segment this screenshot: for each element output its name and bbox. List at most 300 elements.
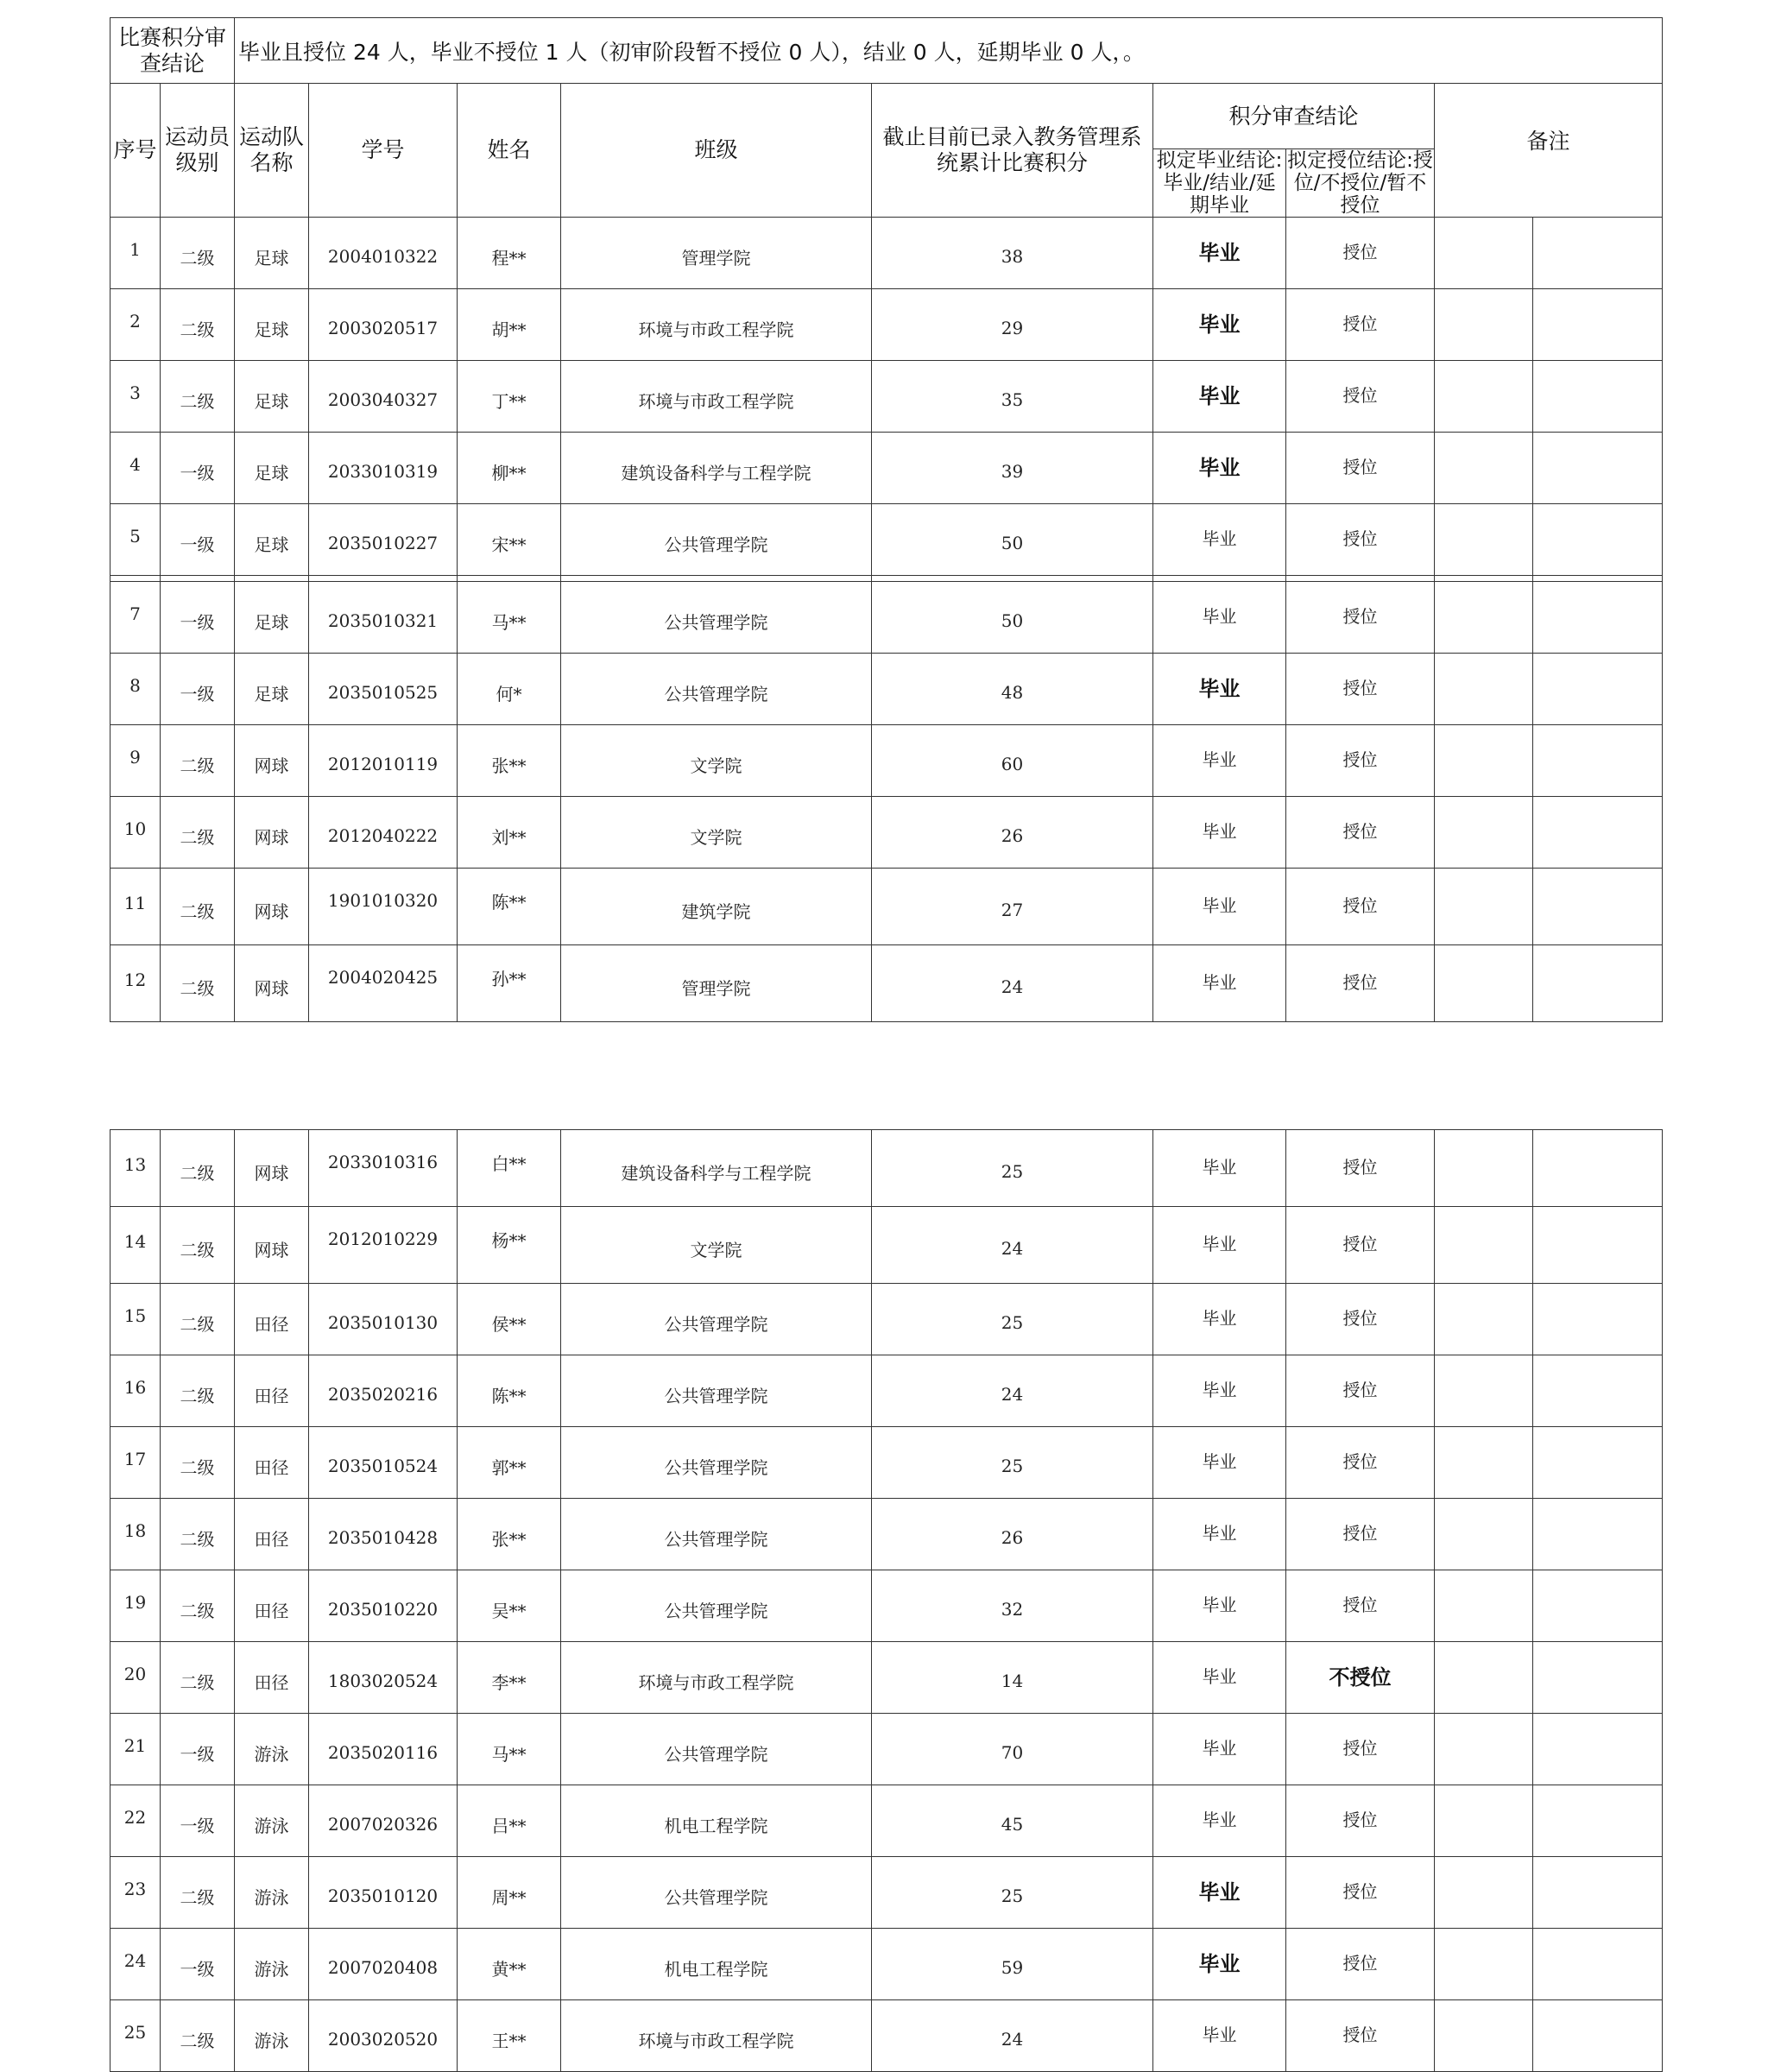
cell-graduation: 毕业 (1153, 945, 1286, 1022)
cell-seq: 8 (110, 654, 161, 725)
cell-points: 25 (872, 1284, 1153, 1355)
table-row (110, 361, 1663, 433)
cell-points: 27 (872, 869, 1153, 945)
cell-student-id: 2035010220 (309, 1570, 458, 1642)
cell-student-id: 2012010229 (309, 1207, 458, 1284)
cell-name: 柳** (458, 433, 561, 504)
cell-class: 公共管理学院 (561, 1857, 872, 1929)
cell-remarks-extra (1533, 945, 1663, 1022)
cell-level: 一级 (161, 1714, 235, 1785)
cell-degree: 授位 (1286, 1714, 1435, 1785)
cell-remarks-extra (1533, 1714, 1663, 1785)
cell-level: 二级 (161, 289, 235, 361)
cell-remarks-extra (1533, 218, 1663, 289)
cell-degree: 授位 (1286, 1284, 1435, 1355)
cell-team: 网球 (235, 869, 309, 945)
cell-student-id: 2012010119 (309, 725, 458, 797)
cell-degree: 授位 (1286, 945, 1435, 1022)
cell-student-id: 2012040222 (309, 797, 458, 869)
table-row (110, 1130, 1663, 1207)
cell-name: 孙** (458, 945, 561, 1022)
cell-graduation: 毕业 (1153, 433, 1286, 504)
cell-points: 26 (872, 1499, 1153, 1570)
cell-graduation: 毕业 (1153, 1207, 1286, 1284)
cell-name: 吕** (458, 1785, 561, 1857)
cell-student-id: 2003020520 (309, 2000, 458, 2072)
cell-name: 程** (458, 218, 561, 289)
cell-seq: 25 (110, 2000, 161, 2072)
cell-seq: 14 (110, 1207, 161, 1284)
cell-degree: 授位 (1286, 797, 1435, 869)
cell-remarks-extra (1533, 869, 1663, 945)
table-row (110, 654, 1663, 725)
table-row (110, 725, 1663, 797)
table-page-2 (110, 1129, 1662, 2072)
cell-class: 公共管理学院 (561, 1284, 872, 1355)
cell-degree: 授位 (1286, 1499, 1435, 1570)
header-seq: 序号 (110, 84, 161, 218)
cell-remarks-extra (1533, 1284, 1663, 1355)
cell-name: 何* (458, 654, 561, 725)
cell-graduation: 毕业 (1153, 218, 1286, 289)
cell-class: 文学院 (561, 797, 872, 869)
cell-remarks-extra (1533, 654, 1663, 725)
cell-graduation: 毕业 (1153, 1570, 1286, 1642)
table-body-page-2 (110, 1130, 1663, 2072)
cell-name: 侯** (458, 1284, 561, 1355)
table-row (110, 797, 1663, 869)
cell-name: 张** (458, 1499, 561, 1570)
cell-points: 45 (872, 1785, 1153, 1857)
cell-remarks (1435, 504, 1533, 576)
table-row (110, 218, 1663, 289)
cell-remarks-extra (1533, 582, 1663, 654)
cell-name: 吴** (458, 1570, 561, 1642)
cell-name: 王** (458, 2000, 561, 2072)
table-row (110, 1207, 1663, 1284)
cell-seq: 4 (110, 433, 161, 504)
cell-degree: 授位 (1286, 869, 1435, 945)
cell-remarks-extra (1533, 1427, 1663, 1499)
header-graduation: 拟定毕业结论:毕业/结业/延期毕业 (1153, 149, 1286, 218)
cell-student-id: 2033010319 (309, 433, 458, 504)
cell-student-id: 2035010321 (309, 582, 458, 654)
cell-class: 公共管理学院 (561, 1714, 872, 1785)
cell-graduation: 毕业 (1153, 504, 1286, 576)
cell-points: 38 (872, 218, 1153, 289)
cell-name: 宋** (458, 504, 561, 576)
cell-class: 环境与市政工程学院 (561, 1642, 872, 1714)
cell-team: 田径 (235, 1642, 309, 1714)
cell-degree: 授位 (1286, 582, 1435, 654)
cell-remarks-extra (1533, 1785, 1663, 1857)
cell-remarks-extra (1533, 797, 1663, 869)
cell-points: 60 (872, 725, 1153, 797)
table-page-1 (110, 17, 1662, 1022)
cell-remarks (1435, 1499, 1533, 1570)
table-row (110, 1499, 1663, 1570)
cell-graduation: 毕业 (1153, 1284, 1286, 1355)
cell-level: 二级 (161, 1642, 235, 1714)
cell-team: 田径 (235, 1499, 309, 1570)
table-row (110, 1714, 1663, 1785)
cell-student-id: 2035010525 (309, 654, 458, 725)
cell-remarks-extra (1533, 1929, 1663, 2000)
cell-student-id: 2035020216 (309, 1355, 458, 1427)
table-row (110, 433, 1663, 504)
cell-degree: 授位 (1286, 1207, 1435, 1284)
cell-class: 环境与市政工程学院 (561, 289, 872, 361)
cell-degree: 授位 (1286, 433, 1435, 504)
header-points: 截止目前已录入教务管理系统累计比赛积分 (872, 84, 1153, 218)
cell-name: 马** (458, 582, 561, 654)
cell-remarks (1435, 1785, 1533, 1857)
cell-student-id: 2035020116 (309, 1714, 458, 1785)
cell-seq: 1 (110, 218, 161, 289)
cell-team: 游泳 (235, 1857, 309, 1929)
cell-team: 足球 (235, 218, 309, 289)
cell-graduation: 毕业 (1153, 797, 1286, 869)
cell-points: 50 (872, 504, 1153, 576)
cell-graduation: 毕业 (1153, 725, 1286, 797)
cell-seq: 10 (110, 797, 161, 869)
cell-team: 游泳 (235, 1714, 309, 1785)
cell-remarks-extra (1533, 725, 1663, 797)
cell-remarks-extra (1533, 433, 1663, 504)
cell-degree: 授位 (1286, 361, 1435, 433)
cell-remarks (1435, 945, 1533, 1022)
cell-level: 二级 (161, 1499, 235, 1570)
header-name: 姓名 (458, 84, 561, 218)
cell-class: 公共管理学院 (561, 1499, 872, 1570)
cell-name: 杨** (458, 1207, 561, 1284)
cell-remarks (1435, 1207, 1533, 1284)
cell-points: 48 (872, 654, 1153, 725)
cell-name: 张** (458, 725, 561, 797)
cell-seq: 22 (110, 1785, 161, 1857)
cell-seq: 17 (110, 1427, 161, 1499)
cell-level: 一级 (161, 433, 235, 504)
cell-team: 田径 (235, 1355, 309, 1427)
cell-class: 公共管理学院 (561, 582, 872, 654)
cell-class: 公共管理学院 (561, 504, 872, 576)
cell-student-id: 2004010322 (309, 218, 458, 289)
cell-graduation: 毕业 (1153, 289, 1286, 361)
cell-remarks (1435, 433, 1533, 504)
cell-class: 机电工程学院 (561, 1929, 872, 2000)
table-row (110, 1284, 1663, 1355)
cell-remarks (1435, 1570, 1533, 1642)
cell-student-id: 2004020425 (309, 945, 458, 1022)
cell-graduation: 毕业 (1153, 582, 1286, 654)
cell-points: 35 (872, 361, 1153, 433)
cell-level: 二级 (161, 1284, 235, 1355)
cell-degree: 授位 (1286, 725, 1435, 797)
cell-level: 二级 (161, 725, 235, 797)
cell-remarks (1435, 1284, 1533, 1355)
cell-degree: 授位 (1286, 289, 1435, 361)
cell-remarks (1435, 654, 1533, 725)
cell-graduation: 毕业 (1153, 1499, 1286, 1570)
cell-seq: 12 (110, 945, 161, 1022)
cell-seq: 11 (110, 869, 161, 945)
cell-remarks (1435, 797, 1533, 869)
cell-seq: 19 (110, 1570, 161, 1642)
cell-student-id: 2003020517 (309, 289, 458, 361)
cell-class: 文学院 (561, 725, 872, 797)
cell-student-id: 2035010227 (309, 504, 458, 576)
cell-remarks (1435, 1714, 1533, 1785)
table-row (110, 504, 1663, 576)
table-row (110, 1427, 1663, 1499)
cell-name: 胡** (458, 289, 561, 361)
cell-class: 机电工程学院 (561, 1785, 872, 1857)
table-body-page-1 (110, 218, 1663, 1022)
cell-level: 一级 (161, 654, 235, 725)
cell-degree: 不授位 (1286, 1642, 1435, 1714)
cell-class: 建筑学院 (561, 869, 872, 945)
cell-remarks (1435, 2000, 1533, 2072)
cell-points: 32 (872, 1570, 1153, 1642)
cell-level: 二级 (161, 869, 235, 945)
cell-team: 足球 (235, 289, 309, 361)
cell-remarks (1435, 582, 1533, 654)
cell-remarks-extra (1533, 1570, 1663, 1642)
table-row (110, 582, 1663, 654)
header-remarks: 备注 (1435, 84, 1663, 218)
cell-remarks (1435, 361, 1533, 433)
cell-level: 二级 (161, 1355, 235, 1427)
table-row (110, 1929, 1663, 2000)
cell-remarks-extra (1533, 1355, 1663, 1427)
hidden-row-separator (110, 576, 1663, 582)
cell-name: 郭** (458, 1427, 561, 1499)
cell-degree: 授位 (1286, 1785, 1435, 1857)
cell-remarks-extra (1533, 1207, 1663, 1284)
cell-seq: 24 (110, 1929, 161, 2000)
table-row (110, 1785, 1663, 1857)
cell-team: 网球 (235, 1130, 309, 1207)
conclusion-text: 毕业且授位 24 人，毕业不授位 1 人（初审阶段暂不授位 0 人），结业 0 人，延期毕业 0 人，。 (235, 18, 1663, 84)
cell-seq: 13 (110, 1130, 161, 1207)
cell-name: 白** (458, 1130, 561, 1207)
cell-points: 24 (872, 945, 1153, 1022)
cell-class: 公共管理学院 (561, 654, 872, 725)
cell-team: 足球 (235, 433, 309, 504)
cell-graduation: 毕业 (1153, 1130, 1286, 1207)
cell-name: 丁** (458, 361, 561, 433)
cell-name: 陈** (458, 1355, 561, 1427)
cell-name: 陈** (458, 869, 561, 945)
cell-graduation: 毕业 (1153, 1714, 1286, 1785)
cell-degree: 授位 (1286, 1570, 1435, 1642)
cell-class: 环境与市政工程学院 (561, 361, 872, 433)
cell-graduation: 毕业 (1153, 1857, 1286, 1929)
cell-graduation: 毕业 (1153, 361, 1286, 433)
cell-degree: 授位 (1286, 1857, 1435, 1929)
cell-student-id: 2007020326 (309, 1785, 458, 1857)
header-team: 运动队名称 (235, 84, 309, 218)
cell-class: 管理学院 (561, 218, 872, 289)
cell-seq: 20 (110, 1642, 161, 1714)
cell-points: 50 (872, 582, 1153, 654)
cell-remarks-extra (1533, 289, 1663, 361)
header-student-id: 学号 (309, 84, 458, 218)
cell-graduation: 毕业 (1153, 1785, 1286, 1857)
cell-points: 14 (872, 1642, 1153, 1714)
cell-name: 马** (458, 1714, 561, 1785)
cell-class: 公共管理学院 (561, 1570, 872, 1642)
table-row (110, 945, 1663, 1022)
cell-points: 25 (872, 1857, 1153, 1929)
cell-seq: 15 (110, 1284, 161, 1355)
cell-degree: 授位 (1286, 1355, 1435, 1427)
points-review-table (110, 17, 1663, 1022)
cell-level: 二级 (161, 1130, 235, 1207)
cell-student-id: 2035010428 (309, 1499, 458, 1570)
cell-name: 黄** (458, 1929, 561, 2000)
points-review-table-continued (110, 1129, 1663, 2072)
cell-name: 李** (458, 1642, 561, 1714)
table-row (110, 2000, 1663, 2072)
cell-remarks-extra (1533, 361, 1663, 433)
cell-class: 文学院 (561, 1207, 872, 1284)
cell-class: 公共管理学院 (561, 1355, 872, 1427)
table-row (110, 1355, 1663, 1427)
cell-seq: 2 (110, 289, 161, 361)
cell-team: 田径 (235, 1427, 309, 1499)
cell-points: 25 (872, 1427, 1153, 1499)
cell-team: 网球 (235, 797, 309, 869)
cell-degree: 授位 (1286, 504, 1435, 576)
cell-name: 周** (458, 1857, 561, 1929)
cell-team: 田径 (235, 1284, 309, 1355)
cell-degree: 授位 (1286, 218, 1435, 289)
cell-team: 足球 (235, 504, 309, 576)
cell-remarks (1435, 1642, 1533, 1714)
cell-graduation: 毕业 (1153, 2000, 1286, 2072)
cell-graduation: 毕业 (1153, 654, 1286, 725)
cell-student-id: 2033010316 (309, 1130, 458, 1207)
cell-level: 二级 (161, 1207, 235, 1284)
cell-remarks (1435, 218, 1533, 289)
cell-student-id: 2035010524 (309, 1427, 458, 1499)
cell-level: 二级 (161, 945, 235, 1022)
cell-student-id: 2003040327 (309, 361, 458, 433)
cell-remarks-extra (1533, 1130, 1663, 1207)
cell-graduation: 毕业 (1153, 1427, 1286, 1499)
cell-seq: 7 (110, 582, 161, 654)
cell-remarks (1435, 1130, 1533, 1207)
cell-points: 24 (872, 1355, 1153, 1427)
cell-points: 26 (872, 797, 1153, 869)
cell-remarks-extra (1533, 504, 1663, 576)
cell-class: 公共管理学院 (561, 1427, 872, 1499)
cell-team: 游泳 (235, 1929, 309, 2000)
cell-team: 足球 (235, 654, 309, 725)
cell-level: 一级 (161, 504, 235, 576)
table-row (110, 1570, 1663, 1642)
cell-level: 二级 (161, 1857, 235, 1929)
cell-level: 二级 (161, 797, 235, 869)
cell-points: 70 (872, 1714, 1153, 1785)
cell-class: 环境与市政工程学院 (561, 2000, 872, 2072)
cell-degree: 授位 (1286, 1929, 1435, 2000)
cell-class: 建筑设备科学与工程学院 (561, 1130, 872, 1207)
cell-remarks (1435, 1427, 1533, 1499)
cell-degree: 授位 (1286, 1427, 1435, 1499)
cell-seq: 9 (110, 725, 161, 797)
cell-team: 田径 (235, 1570, 309, 1642)
cell-points: 25 (872, 1130, 1153, 1207)
cell-remarks-extra (1533, 2000, 1663, 2072)
cell-points: 24 (872, 1207, 1153, 1284)
cell-points: 29 (872, 289, 1153, 361)
cell-class: 管理学院 (561, 945, 872, 1022)
cell-seq: 18 (110, 1499, 161, 1570)
cell-level: 一级 (161, 1929, 235, 2000)
cell-remarks (1435, 869, 1533, 945)
header-degree: 拟定授位结论:授位/不授位/暂不授位 (1287, 149, 1433, 217)
cell-remarks (1435, 1857, 1533, 1929)
header-class: 班级 (561, 84, 872, 218)
cell-seq: 5 (110, 504, 161, 576)
cell-level: 二级 (161, 2000, 235, 2072)
cell-remarks (1435, 725, 1533, 797)
table-row (110, 1857, 1663, 1929)
cell-graduation: 毕业 (1153, 1355, 1286, 1427)
cell-graduation: 毕业 (1153, 869, 1286, 945)
cell-team: 足球 (235, 582, 309, 654)
cell-level: 二级 (161, 1427, 235, 1499)
cell-student-id: 2035010130 (309, 1284, 458, 1355)
cell-level: 二级 (161, 218, 235, 289)
header-level: 运动员级别 (161, 84, 235, 218)
cell-seq: 16 (110, 1355, 161, 1427)
cell-remarks (1435, 1929, 1533, 2000)
cell-degree: 授位 (1286, 654, 1435, 725)
cell-graduation: 毕业 (1153, 1929, 1286, 2000)
cell-remarks (1435, 289, 1533, 361)
cell-degree: 授位 (1286, 2000, 1435, 2072)
cell-remarks-extra (1533, 1642, 1663, 1714)
cell-class: 建筑设备科学与工程学院 (561, 433, 872, 504)
conclusion-label: 比赛积分审查结论 (110, 18, 235, 84)
cell-graduation: 毕业 (1153, 1642, 1286, 1714)
cell-remarks-extra (1533, 1499, 1663, 1570)
cell-seq: 23 (110, 1857, 161, 1929)
cell-student-id: 2035010120 (309, 1857, 458, 1929)
cell-points: 59 (872, 1929, 1153, 2000)
cell-seq: 3 (110, 361, 161, 433)
cell-student-id: 1803020524 (309, 1642, 458, 1714)
cell-name: 刘** (458, 797, 561, 869)
cell-team: 网球 (235, 945, 309, 1022)
cell-team: 网球 (235, 1207, 309, 1284)
cell-remarks (1435, 1355, 1533, 1427)
cell-team: 游泳 (235, 2000, 309, 2072)
cell-team: 游泳 (235, 1785, 309, 1857)
cell-level: 二级 (161, 1570, 235, 1642)
cell-points: 39 (872, 433, 1153, 504)
table-row (110, 289, 1663, 361)
cell-level: 二级 (161, 361, 235, 433)
cell-seq: 21 (110, 1714, 161, 1785)
cell-student-id: 2007020408 (309, 1929, 458, 2000)
table-row (110, 869, 1663, 945)
table-row (110, 1642, 1663, 1714)
cell-degree: 授位 (1286, 1130, 1435, 1207)
